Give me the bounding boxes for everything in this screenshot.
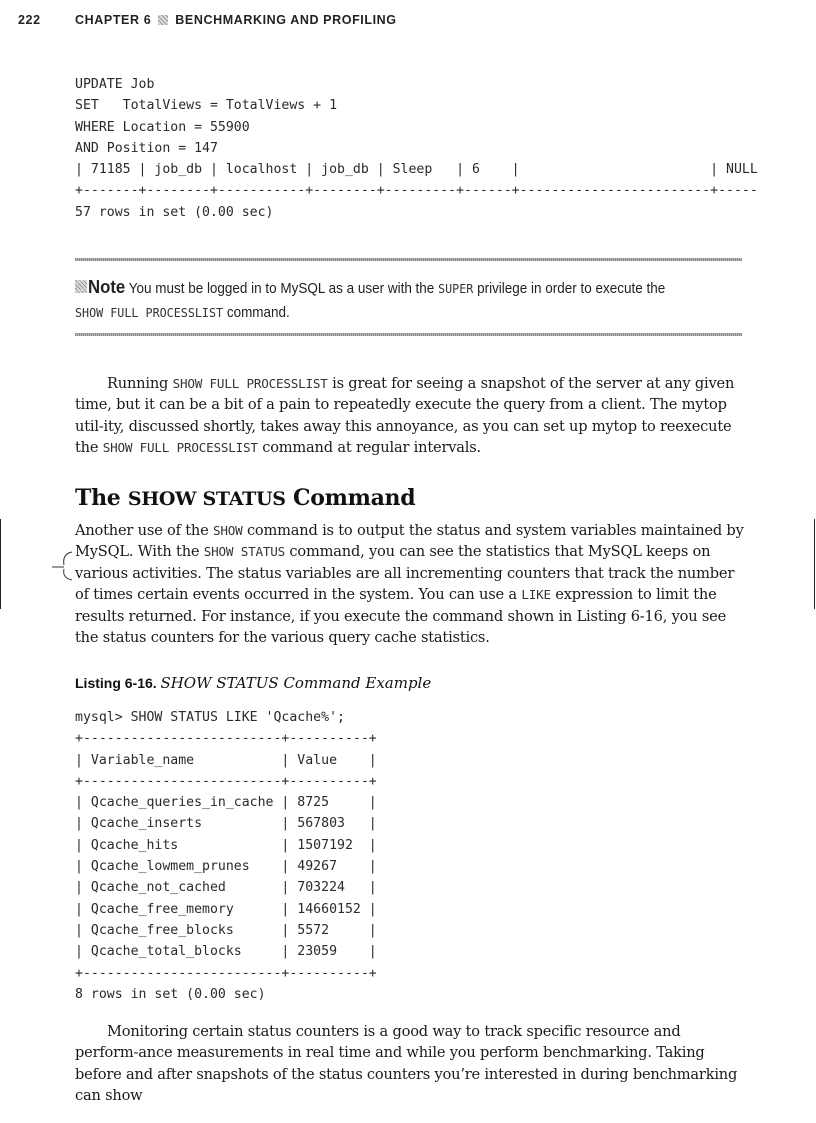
code-line: +-------------------------+----------+: [75, 773, 377, 789]
separator-icon: [158, 15, 168, 25]
chapter-label: CHAPTER 6 BENCHMARKING AND PROFILING: [75, 13, 397, 27]
listing-caption: [75, 674, 431, 693]
paragraph: Monitoring certain status counters is a good way to track specific resource and perform-ance measurements in real time and while you perform benchmarking. Taking before and after snapshots of the status counters you’re interested in during benchmarking can show: [75, 1023, 738, 1105]
note-box: Note You must be logged in to MySQL as a user with the SUPER privilege in order to execute the SHOW FULL PROCESSLIST command.: [75, 277, 666, 321]
code-line: | Qcache_not_cached | 703224 |: [75, 880, 377, 896]
note-label: Note: [75, 277, 125, 297]
section-heading: The SHOW STATUS Command: [75, 485, 416, 511]
code-line: | Qcache_inserts | 567803 |: [75, 816, 377, 832]
code-line: AND Position = 147: [75, 140, 218, 156]
chapter-title: BENCHMARKING AND PROFILING: [175, 13, 397, 27]
code-line: UPDATE Job: [75, 77, 155, 92]
code-line: +-------------------------+----------+: [75, 731, 377, 747]
code-line: 57 rows in set (0.00 sec): [75, 204, 274, 220]
code-line: WHERE Location = 55900: [75, 119, 250, 135]
code-line: | Qcache_total_blocks | 23059 |: [75, 944, 377, 960]
code-line: mysql> SHOW STATUS LIKE 'Qcache%';: [75, 710, 345, 725]
code-line: | Qcache_free_memory | 14660152 |: [75, 901, 377, 917]
code-listing: [75, 707, 377, 1005]
page-number: 222: [18, 13, 41, 27]
code-line: | Qcache_free_blocks | 5572 |: [75, 922, 377, 938]
bracket-mark-icon: [50, 548, 80, 582]
code-line: +-------+--------+-----------+--------+---------+------+------------------------+-----: [75, 183, 758, 199]
code-line: | Variable_name | Value |: [75, 752, 377, 768]
code-line: | Qcache_lowmem_prunes | 49267 |: [75, 859, 377, 875]
listing-title: SHOW STATUS Command Example: [160, 674, 432, 692]
code-line: SET TotalViews = TotalViews + 1: [75, 98, 338, 114]
paragraph: Another use of the SHOW command is to output the status and system variables maintained by MySQL. With the SHOW STATUS command, you can see the statistics that MySQL keeps on various activities. The status variables are all incrementing counters that track the number of times certain events occurred in the system. You can use a LIKE expression to limit the results returned. For instance, if you execute the command shown in Listing 6-16, you see the status counters for the various query cache statistics.: [75, 522, 744, 647]
note-bottom-rule: [75, 333, 742, 336]
code-line: | Qcache_hits | 1507192 |: [75, 837, 377, 853]
code-line: 8 rows in set (0.00 sec): [75, 986, 266, 1002]
code-line: +-------------------------+----------+: [75, 965, 377, 981]
listing-number: Listing 6-16.: [75, 675, 157, 691]
code-line: | Qcache_queries_in_cache | 8725 |: [75, 795, 377, 811]
paragraph: Running SHOW FULL PROCESSLIST is great for seeing a snapshot of the server at any given time, but it can be a bit of a pain to repeatedly execute the query from a client. The mytop util-ity, discussed shortly, takes away this annoyance, as you can set up mytop to reexecute the SHOW FULL PROCESSLIST command at regular intervals.: [75, 375, 735, 457]
code-line: | 71185 | job_db | localhost | job_db | Sleep | 6 | | NULL: [75, 162, 758, 178]
right-margin-mark: [814, 519, 815, 609]
left-margin-mark: [0, 519, 1, 609]
code-block-continuation: [75, 74, 758, 223]
note-top-rule: [75, 258, 742, 261]
